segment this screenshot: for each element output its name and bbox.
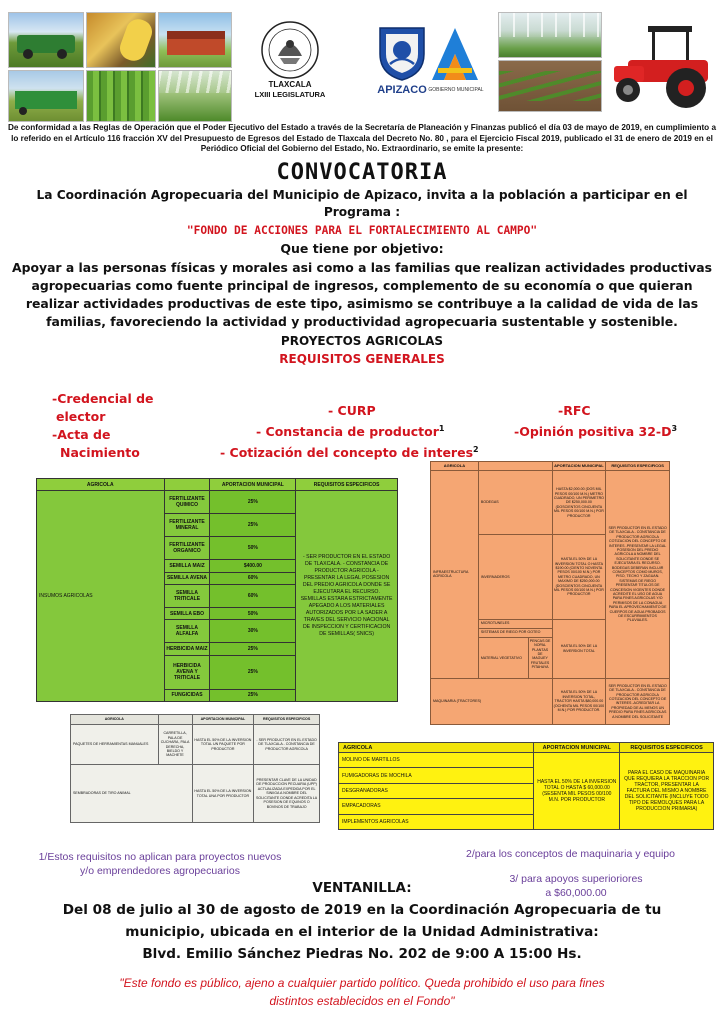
wt-row1-value: HASTA EL 50% DE LA INVERSION TOTAL UN PAQUETE POR PRODUCTOR [192, 725, 254, 765]
intro-paragraph: De conformidad a las Reglas de Operación que el Poder Ejecutivo del Estado a través de la Secretaría de Planeación y Finanzas publicó el día 03 de mayo de 2019, en cumplimiento a lo referido en el Artículo 116 fracción XV del Presupuesto de Egresos del Estado de Tlaxcala del Decreto No. 80 , para el Ejercicio Fiscal 2019, publicado el 31 de enero de 2019 en el Periódico Oficial del Gobierno del Estado, No. Extraordinario, se emite la presente: [8, 123, 717, 154]
wt-row1-name: PAQUETES DE HERRAMIENTAS MANUALES [71, 725, 159, 765]
req-acta: -Acta de [52, 427, 111, 442]
greenhouse-photo [498, 12, 602, 58]
gt-value: 50% [210, 608, 296, 620]
green-seeder-photo [8, 70, 84, 122]
gobierno-label: GOBIERNO MUNICIPAL [428, 87, 484, 93]
wt-row2-requirements: PRESENTAR CLAVE DE LA UNIDAD DE PRODUCCION PECUARIA (UPP) ACTUALIZADA EXPEDIDA POR EL SINIIGA A NOMBRE DEL SOLICITANTE DONDE ACREDITA LA POSESION DE EQUINOS O BOVINOS DE TRABAJO [254, 765, 320, 823]
req-opinion-sup: 3 [671, 424, 678, 433]
ventanilla-line-2: municipio, ubicada en el interior de la Unidad Administrativa: [125, 924, 599, 940]
wt-row2-name: SEMBRADORAS DE TIRO ANIMAL [71, 765, 193, 823]
wt-header-requisitos: REQUISITOS ESPECIFICOS [254, 715, 320, 725]
req-acta-cont: Nacimiento [60, 445, 140, 460]
ot-plantas: PENCAS DE NOPAL PLANTAS DE MAGUEY FRUTALES PITAHAYA [528, 638, 552, 678]
ot-riego: SISTEMAS DE RIEGO POR GOTEO [478, 628, 552, 637]
gt-requirements: - SER PRODUCTOR EN EL ESTADO DE TLAXCALA. - CONSTANCIA DE PRODUCTOR AGRICOLA -PRESENTAR LA LEGAL POSESION DEL PREDIO AGRICOLA DONDE SE EJECUTARA EL RECURSO. SEMILLAS ESTARA ESTRICTAMENTE APEGADO A LOS MATERIALES AUTORIZADOS POR LA SADER A TRAVES DEL SERVICIO NACIONAL DE INSPECCION Y CERTIFICACION DE SEMILLAS( SNICS) [296, 491, 398, 702]
ventanilla-heading: VENTANILLA: [312, 880, 412, 896]
req-constancia-sup: 1 [438, 424, 445, 433]
wt-row2-value: HASTA EL 50% DE LA INVERSION TOTAL UNA POR PRODUCTOR [192, 765, 254, 823]
req-curp: - CURP [328, 403, 376, 418]
footnote-1: 1/Estos requisitos no aplican para proyectos nuevos [38, 851, 282, 863]
gt-header-aportacion: APORTACION MUNICIPAL [210, 479, 296, 491]
footnote-3-cont: a $60,000.00 [545, 887, 607, 899]
herramientas-table [70, 714, 320, 823]
ot-material-value: HASTA EL 50% DE LA INVERSION TOTAL [552, 619, 606, 678]
yt-header-aportacion: APORTACION MUNICIPAL [534, 743, 620, 753]
disclaimer-line-1: "Este fondo es público, ajeno a cualquier partido político. Queda prohibido el uso para fines [119, 976, 605, 990]
req-credencial: -Credencial de [52, 391, 154, 406]
ot-material-vegetativo [478, 637, 552, 678]
gt-item: FERTILIZANTE ORGANICO [164, 537, 210, 560]
yt-requirements: PARA EL CASO DE MAQUINARIA QUE REQUIERA LA TRACCION POR TRACTOR, PRESENTAR LA FACTURA DEL MISMO A NOMBRE DEL SOLICITANTE (INCLUYE TODO TIPO DE REMOLQUES PARA LA PRODUCCION PRIMARIA) [620, 753, 714, 830]
greenhouse-rows-photo [158, 70, 232, 122]
ot-bodegas-value: HASTA $2,000.00 (DOS MIL PESOS 00/100 M.N.) METRO CUADRADO, UN PERIMETRO DE $250,000.00 (DOSCIENTOS CINCUENTA MIL PESOS 00/100 M.N.) POR PRODUCTOR [552, 471, 606, 535]
req-credencial-cont: elector [56, 409, 106, 424]
ot-maquinaria-value: HASTA EL 50% DE LA INVERSION TOTAL, TRACTOR HASTA $80,000.00 (OCHENTA MIL PESOS 00/100 M.N.) POR PRODUCTOR. [552, 678, 606, 724]
projects-heading: PROYECTOS AGRICOLAS [280, 334, 444, 348]
footnote-2: 2/para los conceptos de maquinaria y equipo [466, 848, 675, 860]
maquinaria-table [338, 742, 714, 830]
ot-category-infra: INFRAESTRUCTURA AGRICOLA [431, 471, 479, 679]
objective-heading: Que tiene por objetivo: [280, 241, 444, 256]
gt-value: 25% [210, 643, 296, 655]
wt-header-agricola: AGRICOLA [71, 715, 159, 725]
insumos-table [36, 478, 398, 702]
gt-value: 60% [210, 584, 296, 607]
gt-item: SEMILLA TRITICALE [164, 584, 210, 607]
gt-item: SEMILLA ALFALFA [164, 620, 210, 643]
tlaxcala-label: TLAXCALA [268, 80, 312, 89]
ot-header-aportacion: APORTACION MUNICIPAL [552, 462, 606, 471]
disclaimer-line-2: distintos establecidos en el Fondo" [269, 994, 455, 1008]
ot-maquinaria: MAQUINARIA (TRACTORES) [431, 678, 553, 724]
gt-item: HERBICIDA AVENA Y TRITICALE [164, 655, 210, 689]
gt-value: 25% [210, 491, 296, 514]
ot-infra-requirements: SER PRODUCTOR EN EL ESTADO DE TLAXCALA - CONSTANCIA DE PRODUCTOR AGRICOLA COTIZACION DEL CONCEPTO DE INTERES -PRESENTAR LA LEGAL POSESION DEL PREDIO AGRICOLA A NOMBRE DEL SOLICITANTE DONDE SE EJECUTARA EL RECURSO. BODEGAS DEBERAN INCLUIR CONCEPTOS COMO MUROS, PISO, TECHO Y ZAGUAN. SISTEMAS DE RIEGO PRESENTAR TITULOS DE CONCESION VIGENTES DONDE ACREDITE EL USO DE AGUA PARA FINES AGRICOLAS Y/O PERMISOS DE LA CONAGUA PARA EL APROVECHAMIENTO DE CUERPOS DE AGUA PROBADOS DE ESCURRIMIENTOS PLUVIALES. [606, 471, 670, 679]
gt-header-agricola: AGRICOLA [37, 479, 165, 491]
req-cotizacion: - Cotización del concepto de interes [220, 445, 474, 461]
wt-row1-items: CARRETILLA, PALA DE CUCHARA, PALA DERECHA, BIELDO Y MACHETE [158, 725, 192, 765]
gt-item: HERBICIDA MAIZ [164, 643, 210, 655]
barn-photo [158, 12, 232, 68]
requirements-heading: REQUISITOS GENERALES [279, 352, 445, 366]
gt-header-blank [164, 479, 210, 491]
objective-text: Apoyar a las personas físicas y morales asi como a las familias que realizan actividades productivas agropecuarias como fuente principal de ingresos, complemento de su economía o que quieran realizar actividades productivas de este tipo, asimismo se contribuye a la calidad de vida de las familias, favoreciendo la actividad y productividad agropecuaria sustentable y sostenible. [12, 260, 712, 329]
gt-value: 25% [210, 514, 296, 537]
yt-item: FUMIGADORAS DE MOCHILA [339, 768, 534, 783]
footnote-3: 3/ para apoyos superioriores [509, 873, 643, 885]
req-cotizacion-sup: 2 [473, 445, 479, 455]
apizaco-shield-logo [376, 24, 428, 82]
ot-header-blank [478, 462, 552, 471]
invite-line-1: La Coordinación Agropecuaria del Municipio de Apizaco, invita a la población a participar en el [36, 188, 688, 202]
ot-header-agricola: AGRICOLA [431, 462, 479, 471]
ot-invernaderos-value: HASTA EL 50% DE LA INVERSION TOTAL O HASTA $190.00 (CIENTO NOVENTA PESOS 00/100 M.N.) POR METRO CUADRADO, UN MAXIMO DE $250,000.00 (DOSCIENTOS CINCUENTA MIL PESOS 00/100 M.N.) POR PRODUCTOR [552, 535, 606, 619]
wt-header-blank [158, 715, 192, 725]
ot-microtuneles: MICROTUNELES [478, 619, 552, 628]
gt-header-requisitos: REQUISITOS ESPECIFICOS [296, 479, 398, 491]
ventanilla-line-1: Del 08 de julio al 30 de agosto de 2019 en la Coordinación Agropecuaria de tu [62, 902, 662, 918]
ventanilla-line-3: Blvd. Emilio Sánchez Piedras No. 202 de 9:00 A 15:00 Hs. [142, 946, 582, 962]
red-tractor-image [608, 20, 718, 110]
yt-item: EMPACADORAS [339, 799, 534, 814]
gt-value: 25% [210, 689, 296, 701]
yt-item: MOLINO DE MARTILLOS [339, 753, 534, 768]
req-rfc: -RFC [558, 403, 591, 418]
gt-item: SEMILLA AVENA [164, 572, 210, 584]
yt-value: HASTA EL 50% DE LA INVERSION TOTAL O HASTA $ 60,000.00 (SESENTA MIL PESOS 00/100 M.N. POR PRODUCTOR [534, 753, 620, 830]
wt-header-aportacion: APORTACION MUNICIPAL [192, 715, 254, 725]
gt-value: 50% [210, 537, 296, 560]
gt-item: FERTILIZANTE QUIMICO [164, 491, 210, 514]
infraestructura-table [430, 461, 670, 725]
yt-item: DESGRANADORAS [339, 783, 534, 798]
gobierno-municipal-logo [426, 24, 484, 84]
page-title: CONVOCATORIA [276, 160, 448, 185]
seeds-corn-photo [86, 12, 156, 68]
wt-row1-requirements: - SER PRODUCTOR EN EL ESTADO DE TLAXCALA - CONSTANCIA DE PRODUCTOR AGRICOLA [254, 725, 320, 765]
gt-item: FUNGICIDAS [164, 689, 210, 701]
gt-value: 30% [210, 620, 296, 643]
gt-value: 60% [210, 572, 296, 584]
yt-item: IMPLEMENTOS AGRICOLAS [339, 814, 534, 830]
ot-header-requisitos: REQUISITOS ESPECIFICOS [606, 462, 670, 471]
seedlings-photo [86, 70, 156, 122]
gt-category: INSUMOS AGRICOLAS [37, 491, 165, 702]
yt-header-agricola: AGRICOLA [339, 743, 534, 753]
tractor-seeder-photo [8, 12, 84, 68]
program-name: "FONDO DE ACCIONES PARA EL FORTALECIMIENTO AL CAMPO" [186, 224, 538, 237]
gt-item: FERTILIZANTE MINERAL [164, 514, 210, 537]
req-constancia: - Constancia de productor [256, 424, 439, 440]
apizaco-label: APIZACO [377, 84, 427, 96]
gt-value: 25% [210, 655, 296, 689]
ot-material-label: MATERIAL VEGETATIVO [480, 655, 522, 660]
gt-item: SEMILLA EBO [164, 608, 210, 620]
ot-bodegas: BODEGAS [478, 471, 552, 535]
gt-item: SEMILLA MAIZ [164, 560, 210, 572]
legislatura-label: LXIII LEGISLATURA [254, 90, 326, 99]
drip-irrigation-photo [498, 60, 602, 112]
footnote-1-cont: y/o emprendedores agropecuarios [80, 865, 240, 877]
yt-header-requisitos: REQUISITOS ESPECIFICOS [620, 743, 714, 753]
gt-value: $400.00 [210, 560, 296, 572]
congreso-seal-logo [258, 20, 322, 80]
req-opinion: -Opinión positiva 32-D [514, 424, 672, 440]
invite-line-2: Programa : [323, 205, 401, 219]
ot-maquinaria-requirements: SER PRODUCTOR EN EL ESTADO DE TLAXCALA - CONSTANCIA DE PRODUCTOR AGRICOLA COTIZACION DEL CONCEPTO DE INTERES -ACREDITAR LA PROPIEDAD DE AL MENOS UN PREDIO PARA FINES AGRICOLAS A NOMBRE DEL SOLICITANTE [606, 678, 670, 724]
ot-invernaderos: INVERNADEROS [478, 535, 552, 619]
